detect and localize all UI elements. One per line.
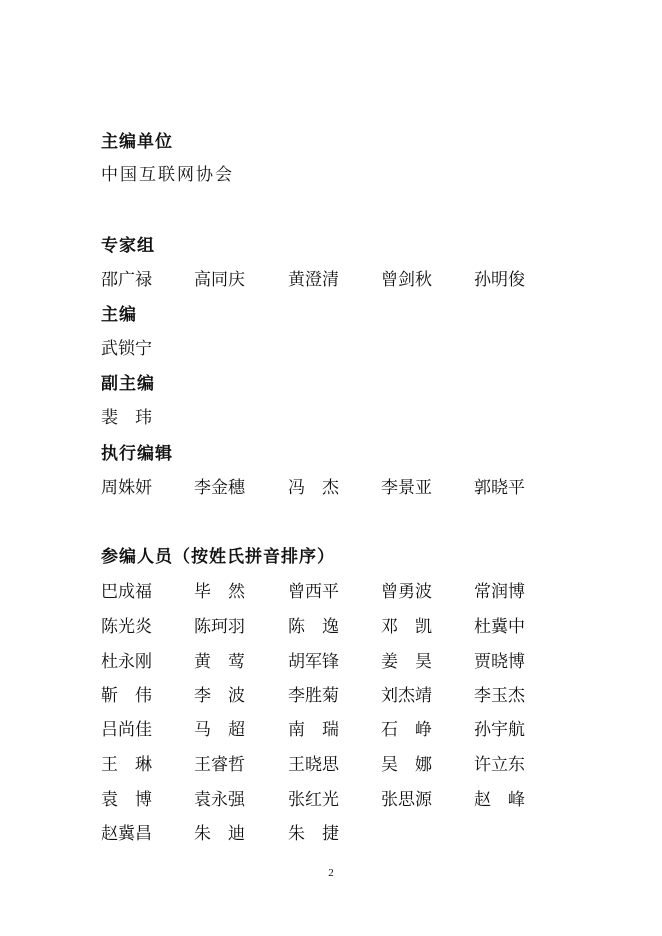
contributor-name: 黄 莺	[194, 652, 245, 672]
contributor-name: 李胜菊	[288, 686, 339, 706]
executive-editor-name: 郭晓平	[474, 478, 525, 498]
contributor-name: 张思源	[381, 790, 432, 810]
host-unit-value: 中国互联网协会	[101, 165, 234, 185]
contributor-name: 南 瑞	[288, 720, 339, 740]
executive-editors-heading: 执行编辑	[101, 444, 173, 464]
contributor-name: 邓 凯	[381, 617, 432, 637]
contributor-name: 靳 伟	[101, 686, 152, 706]
contributor-name: 曾西平	[288, 582, 339, 602]
contributor-name: 许立东	[474, 755, 525, 775]
contributor-name: 王晓思	[288, 755, 339, 775]
contributor-name: 姜 昊	[381, 652, 432, 672]
contributor-name: 马 超	[194, 720, 245, 740]
contributor-name: 朱 迪	[194, 824, 245, 844]
host-unit-heading: 主编单位	[101, 132, 173, 152]
contributor-name: 张红光	[288, 790, 339, 810]
expert-name: 曾剑秋	[381, 270, 432, 290]
executive-editor-name: 李景亚	[381, 478, 432, 498]
deputy-editor-row	[101, 408, 601, 430]
contributor-name: 王睿哲	[194, 755, 245, 775]
contributors-row	[101, 755, 601, 777]
contributor-name: 袁永强	[194, 790, 245, 810]
contributor-name: 巴成福	[101, 582, 152, 602]
contributor-name: 赵 峰	[474, 790, 525, 810]
expert-name: 高同庆	[194, 270, 245, 290]
contributors-row	[101, 652, 601, 674]
expert-name: 黄澄清	[288, 270, 339, 290]
executive-editor-name: 周姝妍	[101, 478, 152, 498]
contributor-name: 李玉杰	[474, 686, 525, 706]
expert-group-row	[101, 270, 601, 292]
contributor-name: 王 琳	[101, 755, 152, 775]
executive-editors-row	[101, 478, 601, 500]
expert-name: 孙明俊	[474, 270, 525, 290]
page-number: 2	[328, 867, 334, 879]
contributor-name: 孙宇航	[474, 720, 525, 740]
contributor-name: 曾勇波	[381, 582, 432, 602]
contributors-row	[101, 790, 601, 812]
contributor-name: 贾晓博	[474, 652, 525, 672]
contributor-name: 李 波	[194, 686, 245, 706]
contributors-row	[101, 582, 601, 604]
deputy-editor-heading: 副主编	[101, 374, 155, 394]
contributor-name: 杜冀中	[474, 617, 525, 637]
contributor-name: 石 峥	[381, 720, 432, 740]
contributor-name: 陈光炎	[101, 617, 152, 637]
contributor-name: 毕 然	[194, 582, 245, 602]
contributor-name: 常润博	[474, 582, 525, 602]
contributor-name: 刘杰靖	[381, 686, 432, 706]
contributor-name: 袁 博	[101, 790, 152, 810]
contributor-name: 胡军锋	[288, 652, 339, 672]
contributor-name: 朱 捷	[288, 824, 339, 844]
contributor-name: 杜永刚	[101, 652, 152, 672]
chief-editor-heading: 主编	[101, 305, 137, 325]
contributors-row	[101, 824, 601, 846]
expert-group-heading: 专家组	[101, 236, 155, 256]
deputy-editor-name: 裴 玮	[101, 408, 152, 428]
contributors-row	[101, 617, 601, 639]
chief-editor-name: 武锁宁	[101, 339, 152, 359]
expert-name: 邵广禄	[101, 270, 152, 290]
executive-editor-name: 冯 杰	[288, 478, 339, 498]
contributors-heading: 参编人员（按姓氏拼音排序）	[101, 547, 335, 567]
executive-editor-name: 李金穗	[194, 478, 245, 498]
contributor-name: 吕尚佳	[101, 720, 152, 740]
contributors-row	[101, 686, 601, 708]
chief-editor-row	[101, 339, 601, 361]
contributors-row	[101, 720, 601, 742]
contributor-name: 赵冀昌	[101, 824, 152, 844]
contributor-name: 陈珂羽	[194, 617, 245, 637]
contributor-name: 吴 娜	[381, 755, 432, 775]
contributor-name: 陈 逸	[288, 617, 339, 637]
